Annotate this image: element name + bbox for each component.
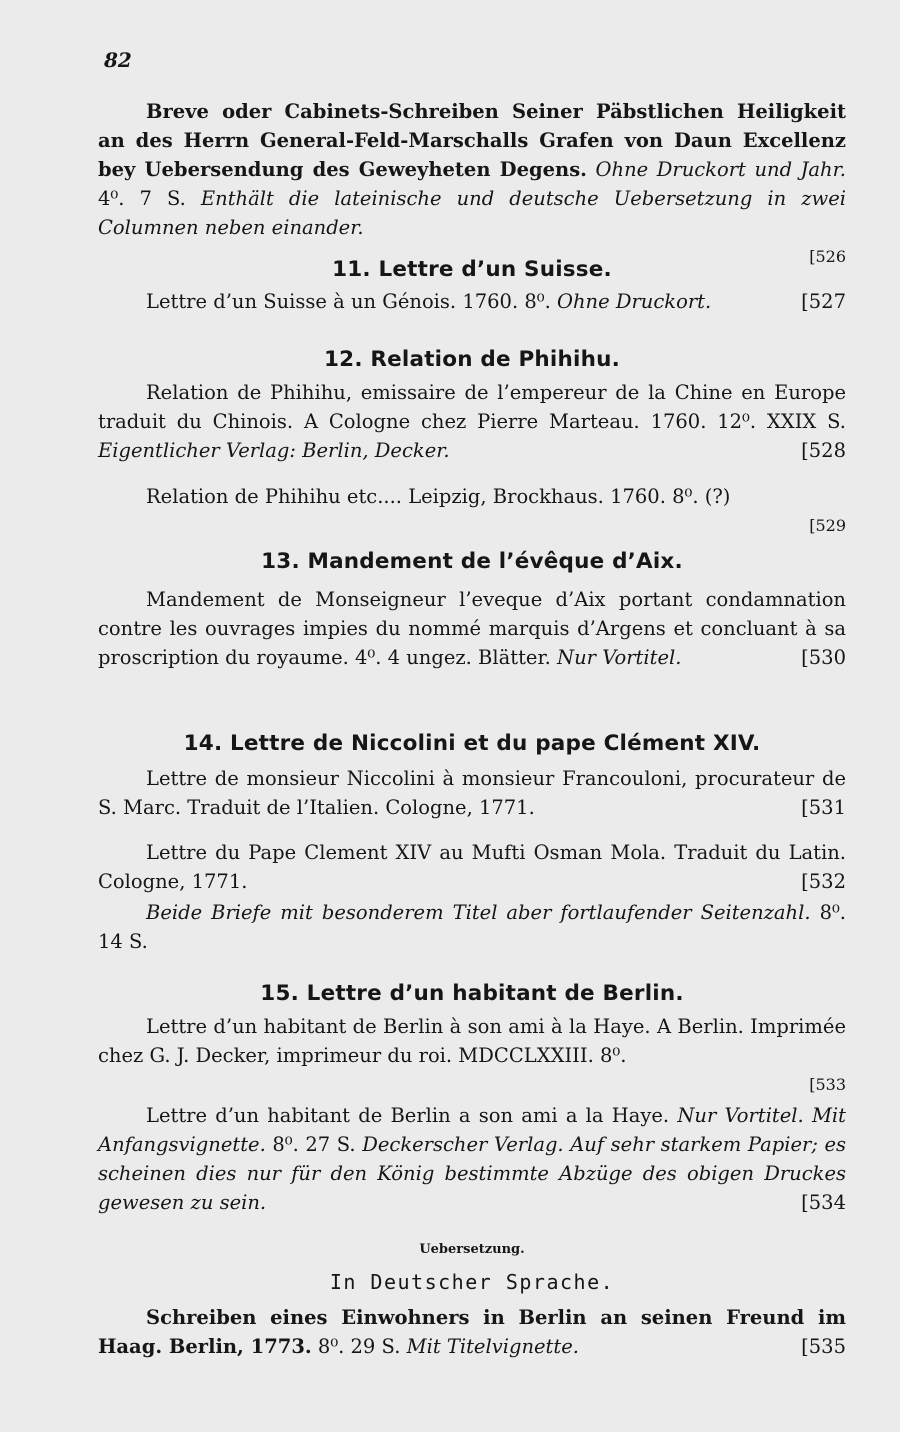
entry-527-ref: [527 xyxy=(801,290,846,313)
entry-526-note: Enthält die lateinische und deutsche Uebersetzung in zwei Columnen neben einander. xyxy=(98,187,847,239)
entry-534-format: 8⁰. 27 S. xyxy=(272,1133,356,1156)
section-heading-12: 12. Relation de Phihihu. xyxy=(324,347,620,372)
section-heading-15: 15. Lettre d’un habitant de Berlin. xyxy=(260,981,684,1006)
entry-535 xyxy=(98,1303,846,1361)
entry-531 xyxy=(98,764,846,822)
entry-532 xyxy=(98,838,846,896)
entry-529-ref: [529 xyxy=(809,516,846,535)
entry-527 xyxy=(98,287,846,316)
entry-529-text: Relation de Phihihu etc.... Leipzig, Brockhaus. 1760. 8⁰. (?) xyxy=(146,485,731,508)
entry-535-format: 8⁰. 29 S. xyxy=(317,1335,401,1358)
entry-534 xyxy=(98,1101,846,1217)
entry-530 xyxy=(98,585,846,672)
entry-526-imprint: Ohne Druckort und Jahr. xyxy=(595,158,846,181)
entry-528-note: Eigentlicher Verlag: Berlin, Decker. xyxy=(98,439,450,462)
translation-heading: Uebersetzung. xyxy=(419,1242,525,1257)
entry-535-title: Schreiben eines Einwohners in Berlin an seinen Freund im Haag. Berlin, 1773. xyxy=(98,1306,846,1358)
entry-526-format: 4⁰. 7 S. xyxy=(98,187,186,210)
entry-532-text: Lettre du Pape Clement XIV au Mufti Osman Mola. Traduit du Latin. Cologne, 1771. xyxy=(98,841,846,893)
entry-528 xyxy=(98,378,846,465)
entry-532-note: Beide Briefe mit besonderem Titel aber fortlaufender Seitenzahl. xyxy=(146,901,811,924)
entry-528-text: Relation de Phihihu, emissaire de l’empereur de la Chine en Europe traduit du Chinois. A Cologne chez Pierre Marteau. 1760. 12⁰. XXIX S. xyxy=(98,381,846,433)
section-heading-14: 14. Lettre de Niccolini et du pape Clément XIV. xyxy=(183,731,761,756)
entry-535-ref: [535 xyxy=(801,1335,846,1358)
entry-533-text: Lettre d’un habitant de Berlin à son ami à la Haye. A Berlin. Imprimée chez G. J. Decker, imprimeur du roi. MDCCLXXIII. 8⁰. xyxy=(98,1015,846,1067)
entry-528-ref: [528 xyxy=(801,439,846,462)
entry-534-ref: [534 xyxy=(801,1191,846,1214)
entry-526-title: Breve oder Cabinets-Schreiben Seiner Päbstlichen Heiligkeit an des Herrn General-Feld-Marschalls Grafen von Daun Excellenz bey Uebersendung des Geweyheten Degens. xyxy=(98,100,846,181)
section-heading-13: 13. Mandement de l’évêque d’Aix. xyxy=(261,549,683,574)
entry-534-note2: Deckerscher Verlag. Auf sehr starkem Papier; es scheinen dies nur für den König bestimmte Abzüge des obigen Druckes gewesen zu sein. xyxy=(98,1133,847,1214)
entry-533-ref: [533 xyxy=(809,1075,846,1094)
entry-533 xyxy=(98,1012,846,1099)
page-number: 82 xyxy=(104,48,132,72)
entry-530-ref: [530 xyxy=(801,646,846,669)
entry-532-note-block xyxy=(98,898,846,956)
entry-527-note: Ohne Druckort. xyxy=(556,290,712,313)
section-heading-11: 11. Lettre d’un Suisse. xyxy=(332,257,612,282)
entry-530-note: Nur Vortitel. xyxy=(557,646,682,669)
entry-526-ref: [526 xyxy=(809,247,846,266)
entry-530-text: Mandement de Monseigneur l’eveque d’Aix portant condamnation contre les ouvrages impies du nommé marquis d’Argens et concluant à sa proscription du royaume. 4⁰. 4 ungez. Blätter. xyxy=(98,588,846,669)
entry-535-note: Mit Titelvignette. xyxy=(406,1335,579,1358)
entry-531-text: Lettre de monsieur Niccolini à monsieur Francouloni, procurateur de S. Marc. Traduit de l’Italien. Cologne, 1771. xyxy=(98,767,846,819)
language-heading: In Deutscher Sprache. xyxy=(329,1270,615,1294)
entry-526 xyxy=(98,97,846,271)
entry-534-note: Nur Vortitel. Mit Anfangsvignette. xyxy=(98,1104,846,1156)
entry-531-ref: [531 xyxy=(801,796,846,819)
entry-532-format: 8⁰. 14 S. xyxy=(98,901,846,953)
entry-532-ref: [532 xyxy=(801,870,846,893)
entry-527-text: Lettre d’un Suisse à un Génois. 1760. 8⁰. xyxy=(146,290,551,313)
entry-529 xyxy=(98,482,846,540)
entry-534-text: Lettre d’un habitant de Berlin a son ami a la Haye. xyxy=(146,1104,670,1127)
